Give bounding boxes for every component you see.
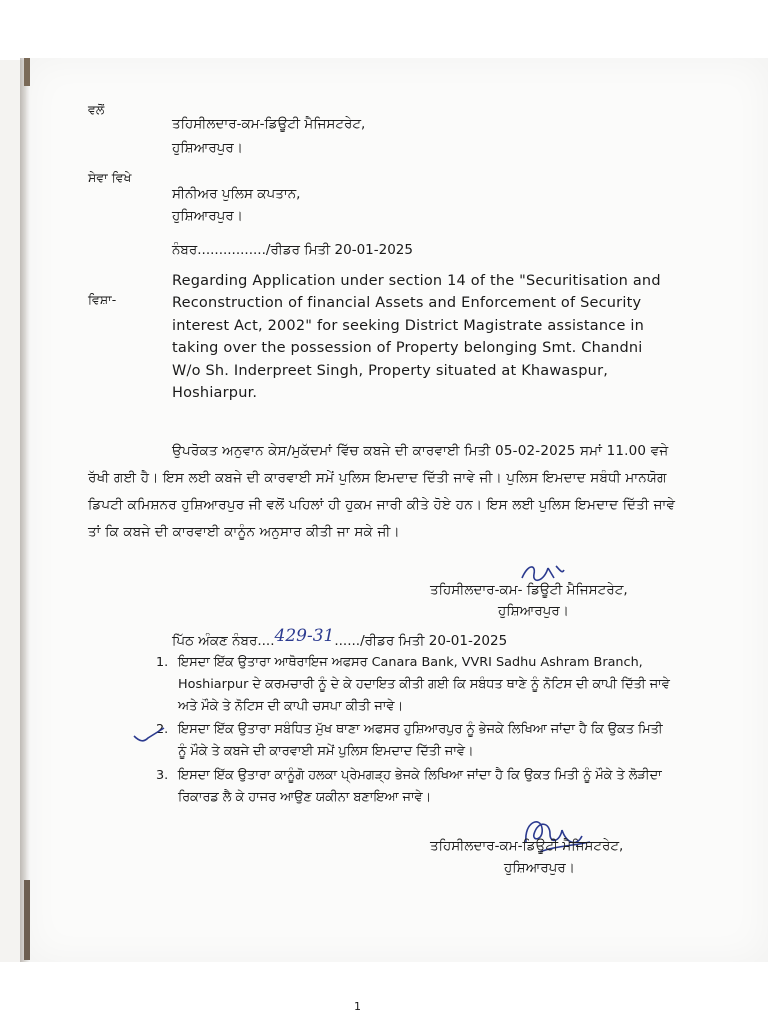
list-item-number: 2. (156, 722, 169, 738)
endorsement-line (172, 626, 508, 650)
subject-text: Regarding Application under section 14 of the "Securitisation and Reconstruction of financial Assets and Enforcement of Security interest Act, 2002" for seeking District Magistrate assistance in taking over the possession of Property belonging Smt. Chandni W/o Sh. Inderpreet Singh, Property situated at Khawaspur, Hoshiarpur. (172, 273, 661, 402)
from-line-1: ਤਹਿਸੀਲਦਾਰ-ਕਮ-ਡਿਊਟੀ ਮੈਜਿਸਟਰੇਟ, (172, 116, 366, 132)
to-label: ਸੇਵਾ ਵਿਖੇ (88, 170, 132, 185)
signature-1-place: ਹੁਸ਼ਿਆਰਪੁਰ। (498, 603, 569, 619)
bottom-margin (0, 962, 768, 1024)
signature-2-title: ਤਹਿਸੀਲਦਾਰ-ਕਮ-ਡਿਊਟੀ ਮੈਜਿਸਟਰੇਟ, (430, 838, 624, 854)
list-item (150, 652, 670, 717)
reference-number-date: ਨੰਬਰ................/ਰੀਡਰ ਮਿਤੀ 20-01-2025 (172, 242, 413, 258)
copy-to-list (150, 652, 670, 810)
list-item-text: ਇਸਦਾ ਇੱਕ ਉਤਾਰਾ ਸਬੰਧਿਤ ਮੁੱਖ ਥਾਣਾ ਅਫਸਰ ਹੁਸ਼ਿਆਰਪੁਰ ਨੂੰ ਭੇਜਕੇ ਲਿਖਿਆ ਜਾਂਦਾ ਹੈ ਕਿ ਉਕਤ ਮਿਤੀ ਨੂੰ ਮੌਕੇ ਤੇ ਕਬਜੇ ਦੀ ਕਾਰਵਾਈ ਸਮੇਂ ਪੁਲਿਸ ਇਮਦਾਦ ਦਿੱਤੀ ਜਾਵੇ। (178, 722, 663, 759)
from-line-2: ਹੁਸ਼ਿਆਰਪੁਰ। (172, 140, 243, 156)
endorsement-dots: .... (257, 633, 275, 649)
endorsement-handwritten-number: 429-31 (274, 626, 335, 646)
endorsement-dots: ...... (334, 633, 361, 649)
paper-edge-shadow (20, 58, 30, 962)
paper-corner-mark (24, 58, 30, 86)
list-item (150, 719, 670, 763)
list-item-text: ਇਸਦਾ ਇੱਕ ਉਤਾਰਾ ਆਥੋਰਾਇਜ ਅਫਸਰ Canara Bank, VVRI Sadhu Ashram Branch, Hoshiarpur ਦੇ ਕਰਮਚਾਰੀ ਨੂੰ ਦੇ ਕੇ ਹਦਾਇਤ ਕੀਤੀ ਗਈ ਕਿ ਸਬੰਧਤ ਥਾਣੇ ਨੂੰ ਨੋਟਿਸ ਦੀ ਕਾਪੀ ਦਿੱਤੀ ਜਾਵੇ ਅਤੇ ਮੌਕੇ ਤੇ ਨੋਟਿਸ ਦੀ ਕਾਪੀ ਚਸਪਾ ਕੀਤੀ ਜਾਵੇ। (178, 655, 670, 714)
subject-label: ਵਿਸ਼ਾ- (88, 292, 117, 307)
list-item (150, 765, 670, 809)
list-item-text: ਇਸਦਾ ਇੱਕ ਉਤਾਰਾ ਕਾਨੂੰਗੋ ਹਲਕਾ ਪ੍ਰੇਮਗੜ੍ਹ ਭੇਜਕੇ ਲਿਖਿਆ ਜਾਂਦਾ ਹੈ ਕਿ ਉਕਤ ਮਿਤੀ ਨੂੰ ਮੌਕੇ ਤੇ ਲੋੜੀਦਾ ਰਿਕਾਰਡ ਲੈ ਕੇ ਹਾਜਰ ਆਉਣ ਯਕੀਨਾ ਬਣਾਇਆ ਜਾਵੇ। (178, 767, 662, 805)
endorsement-prefix: ਪਿੱਠ ਅੰਕਣ ਨੰਬਰ (172, 633, 258, 649)
body-paragraph: ਉਪਰੋਕਤ ਅਨੁਵਾਨ ਕੇਸ/ਮੁਕੱਦਮਾਂ ਵਿੱਚ ਕਬਜੇ ਦੀ ਕਾਰਵਾਈ ਮਿਤੀ 05-02-2025 ਸਮਾਂ 11.00 ਵਜੇ ਰੱਖੀ ਗਈ ਹੈ। ਇਸ ਲਈ ਕਬਜੇ ਦੀ ਕਾਰਵਾਈ ਸਮੇਂ ਪੁਲਿਸ ਇਮਦਾਦ ਦਿੱਤੀ ਜਾਵੇ ਜੀ। ਪੁਲਿਸ ਇਮਦਾਦ ਸਬੰਧੀ ਮਾਨਯੋਗ ਡਿਪਟੀ ਕਮਿਸ਼ਨਰ ਹੁਸ਼ਿਆਰਪੁਰ ਜੀ ਵਲੋਂ ਪਹਿਲਾਂ ਹੀ ਹੁਕਮ ਜਾਰੀ ਕੀਤੇ ਹੋਏ ਹਨ। ਇਸ ਲਈ ਪੁਲਿਸ ਇਮਦਾਦ ਦਿੱਤੀ ਜਾਵੇ ਤਾਂ ਕਿ ਕਬਜੇ ਦੀ ਕਾਰਵਾਈ ਕਾਨੂੰਨ ਅਨੁਸਾਰ ਕੀਤੀ ਜਾ ਸਕੇ ਜੀ। (88, 443, 676, 540)
paper-corner-mark (24, 880, 30, 960)
top-margin (0, 0, 768, 60)
from-label: ਵਲੋਂ (88, 102, 105, 117)
signature-2-place: ਹੁਸ਼ਿਆਰਪੁਰ। (504, 860, 575, 876)
list-item-number: 3. (156, 767, 169, 783)
endorsement-suffix: /ਰੀਡਰ ਮਿਤੀ 20-01-2025 (360, 633, 508, 649)
to-line-1: ਸੀਨੀਅਰ ਪੁਲਿਸ ਕਪਤਾਨ, (172, 186, 301, 202)
to-line-2: ਹੁਸ਼ਿਆਰਪੁਰ। (172, 208, 243, 224)
page-number: 1 (354, 1000, 361, 1013)
list-item-number: 1. (156, 655, 169, 670)
handwritten-tick-mark (132, 724, 166, 746)
signature-1-title: ਤਹਿਸੀਲਦਾਰ-ਕਮ- ਡਿਊਟੀ ਮੈਜਿਸਟਰੇਟ, (430, 582, 628, 598)
